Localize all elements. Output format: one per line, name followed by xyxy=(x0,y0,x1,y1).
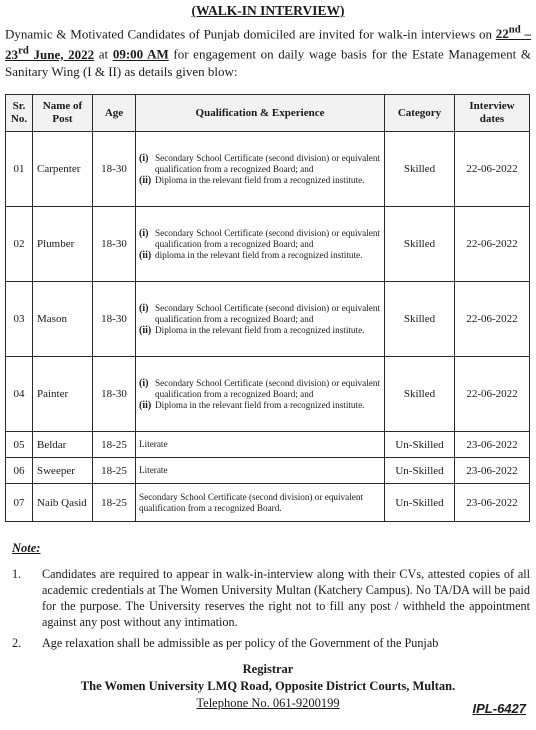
item-text: Secondary School Certificate (second division) or equivalent qualification from a recognized Board; and xyxy=(155,302,380,324)
row-sr: 04 xyxy=(6,357,33,432)
header-interview-dates: Interview dates xyxy=(455,95,530,132)
table-row xyxy=(6,458,530,484)
note-item xyxy=(12,566,530,630)
ad-title: (WALK-IN INTERVIEW) xyxy=(191,3,345,18)
telephone-number: Telephone No. 061-9200199 xyxy=(196,696,340,710)
item-text: diploma in the relevant field from a recognized institute. xyxy=(155,249,363,260)
note-item xyxy=(12,635,530,651)
row-age: 18-25 xyxy=(93,458,136,484)
table-row xyxy=(6,207,530,282)
qualification-item xyxy=(139,400,380,411)
row-qualification xyxy=(136,207,385,282)
date-month-year: June, 2022 xyxy=(28,46,95,62)
row-post: Beldar xyxy=(33,432,93,458)
registrar-title: Registrar xyxy=(242,662,294,676)
header-category: Category xyxy=(385,95,455,132)
row-sr: 07 xyxy=(6,484,33,522)
qualification-item xyxy=(139,153,380,175)
item-text: Diploma in the relevant field from a recognized institute. xyxy=(155,324,365,335)
date-to: 23 xyxy=(5,46,18,62)
row-date: 22-06-2022 xyxy=(455,282,530,357)
qualification-text: Literate xyxy=(139,439,168,449)
date-to-suffix: rd xyxy=(18,44,29,57)
row-age: 18-30 xyxy=(93,357,136,432)
note-number: 2. xyxy=(12,636,22,650)
date-separator: – xyxy=(520,26,532,42)
row-sr: 05 xyxy=(6,432,33,458)
row-sr: 01 xyxy=(6,132,33,207)
row-qualification xyxy=(136,132,385,207)
row-category: Un-Skilled xyxy=(385,432,455,458)
table-row xyxy=(6,357,530,432)
row-post: Plumber xyxy=(33,207,93,282)
row-post: Mason xyxy=(33,282,93,357)
qualification-item xyxy=(139,250,380,261)
table-row xyxy=(6,484,530,522)
note-text: Age relaxation shall be admissible as per policy of the Government of the Punjab xyxy=(42,636,439,650)
row-date: 23-06-2022 xyxy=(455,432,530,458)
header-qualification: Qualification & Experience xyxy=(136,95,385,132)
qualification-text: Literate xyxy=(139,465,168,475)
row-category: Skilled xyxy=(385,357,455,432)
row-date: 23-06-2022 xyxy=(455,484,530,522)
date-from-suffix: nd xyxy=(508,24,521,36)
header-age: Age xyxy=(93,95,136,132)
row-category: Skilled xyxy=(385,207,455,282)
notes-list xyxy=(12,566,530,656)
intro-text-2: for engagement on daily wage basis for the Estate Management & Sanitary Wing (I & II) as details given blow: xyxy=(5,46,531,79)
row-age: 18-30 xyxy=(93,207,136,282)
item-number: (i) xyxy=(139,227,149,239)
item-text: Secondary School Certificate (second division) or equivalent qualification from a recognized Board; and xyxy=(155,227,380,249)
interview-time: 09:00 AM xyxy=(112,46,169,62)
qualification-item xyxy=(139,378,380,400)
row-post: Painter xyxy=(33,357,93,432)
item-number: (i) xyxy=(139,152,149,164)
row-sr: 03 xyxy=(6,282,33,357)
item-text: Diploma in the relevant field from a recognized institute. xyxy=(155,399,365,410)
qualification-item xyxy=(139,228,380,250)
table-row xyxy=(6,282,530,357)
qualification-text: Secondary School Certificate (second division) or equivalent qualification from a recognized Board. xyxy=(139,491,364,513)
item-number: (ii) xyxy=(139,324,152,336)
row-category: Skilled xyxy=(385,132,455,207)
row-qualification xyxy=(136,357,385,432)
date-from: 22 xyxy=(495,26,509,42)
item-number: (ii) xyxy=(139,174,152,186)
item-text: Diploma in the relevant field from a recognized institute. xyxy=(155,174,365,185)
table-row xyxy=(6,432,530,458)
intro-paragraph xyxy=(5,22,531,80)
row-qualification xyxy=(136,432,385,458)
item-number: (ii) xyxy=(139,249,152,261)
item-number: (i) xyxy=(139,302,149,314)
row-age: 18-25 xyxy=(93,484,136,522)
row-age: 18-30 xyxy=(93,132,136,207)
row-sr: 02 xyxy=(6,207,33,282)
row-age: 18-25 xyxy=(93,432,136,458)
row-qualification xyxy=(136,282,385,357)
university-address: The Women University LMQ Road, Opposite District Courts, Multan. xyxy=(80,679,456,693)
note-heading: Note: xyxy=(12,541,41,555)
note-number: 1. xyxy=(12,567,22,581)
row-date: 22-06-2022 xyxy=(455,357,530,432)
qualification-item xyxy=(139,175,380,186)
title-bar xyxy=(0,2,536,20)
qualification-item xyxy=(139,303,380,325)
note-text: Candidates are required to appear in walk-in-interview along with their CVs, attested copies of all academic credentials at The Women University Multan (Katchery Campus). No TA/DA will be paid for the purpose. The University reserves the right not to fill any post / withheld the appointment against any post without any intimation. xyxy=(42,567,530,629)
intro-text: Dynamic & Motivated Candidates of Punjab domiciled are invited for walk-in interviews on xyxy=(5,26,492,42)
row-qualification xyxy=(136,458,385,484)
row-qualification xyxy=(136,484,385,522)
item-number: (ii) xyxy=(139,399,152,411)
row-post: Sweeper xyxy=(33,458,93,484)
row-post: Naib Qasid xyxy=(33,484,93,522)
row-category: Un-Skilled xyxy=(385,458,455,484)
item-text: Secondary School Certificate (second division) or equivalent qualification from a recognized Board; and xyxy=(155,377,380,399)
row-date: 23-06-2022 xyxy=(455,458,530,484)
ipl-reference: IPL-6427 xyxy=(472,701,526,716)
header-post: Name of Post xyxy=(33,95,93,132)
row-post: Carpenter xyxy=(33,132,93,207)
row-date: 22-06-2022 xyxy=(455,207,530,282)
table-header-row xyxy=(6,95,530,132)
row-sr: 06 xyxy=(6,458,33,484)
header-sr-no: Sr. No. xyxy=(6,95,33,132)
row-date: 22-06-2022 xyxy=(455,132,530,207)
row-category: Skilled xyxy=(385,282,455,357)
row-category: Un-Skilled xyxy=(385,484,455,522)
row-age: 18-30 xyxy=(93,282,136,357)
qualification-item xyxy=(139,325,380,336)
posts-table xyxy=(5,94,530,522)
item-text: Secondary School Certificate (second division) or equivalent qualification from a recognized Board; and xyxy=(155,152,380,174)
table-row xyxy=(6,132,530,207)
intro-at: at xyxy=(94,46,113,62)
item-number: (i) xyxy=(139,377,149,389)
footer xyxy=(0,661,536,712)
